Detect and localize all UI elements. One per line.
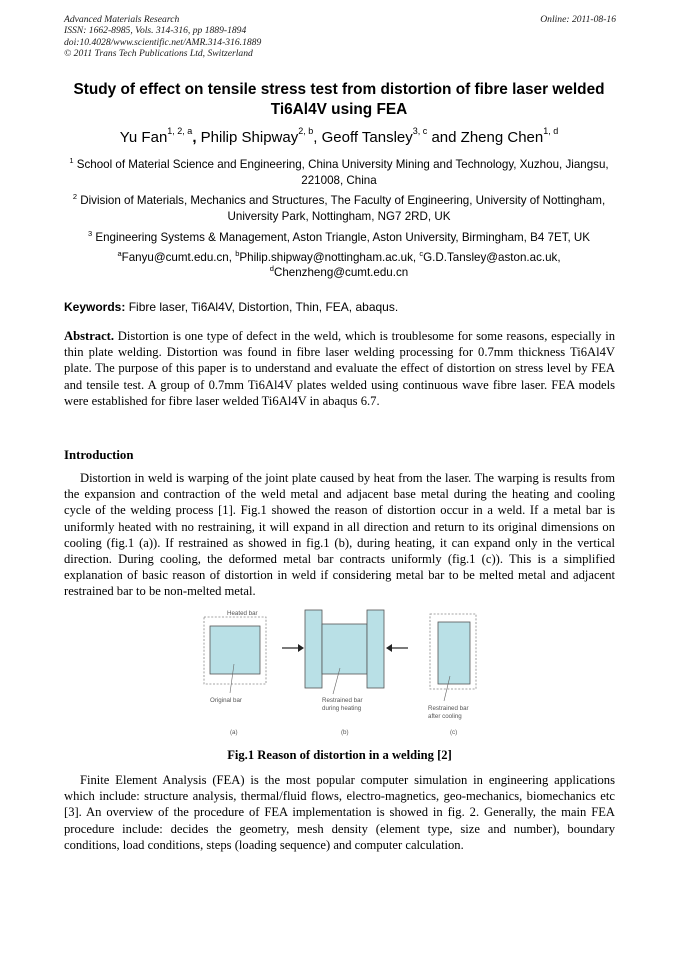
label-b: (b) [341, 729, 349, 736]
author-list: Yu Fan$^{1, 2, a}$, Philip Shipway$^{2, b}$, Geoff Tansley$^{3, c}$ and Zheng Chen$^{1, d}$ [119, 126, 559, 146]
author-name: Yu Fan [119, 129, 168, 146]
author-name: Zheng Chen [460, 129, 544, 146]
label-original-bar: Original bar [210, 697, 242, 704]
abstract-text: Distortion is one type of defect in the weld, which is troublesome for some reasons, especially in thin plate welding. Distortion was found in fibre laser welding processing for 0.7mm thickness Ti6Al4V plate. The purpose of this paper is to understand and evaluate the effect of distortion on stress level by FEA and tensile test. A group of 0.7mm Ti6Al4V plates welded using continuous wave fibre laser. FEA models were established for fibre laser welded Ti6Al4V in abaqus 6.7. [64, 329, 615, 408]
online-date: Online: 2011-08-16 [540, 14, 616, 25]
figure-caption: Fig.1 Reason of distortion in a welding [2] [227, 748, 452, 762]
affiliation-sup: 1 [69, 156, 74, 166]
label-restrained-cooling-2: after cooling [428, 713, 462, 720]
abstract-label: Abstract. [64, 329, 115, 343]
left-arrow-head [298, 644, 304, 652]
email-sup: c [419, 249, 424, 259]
author-name: Philip Shipway [200, 129, 299, 146]
keywords [64, 299, 620, 315]
right-arrow-head [386, 644, 392, 652]
original-bar [210, 626, 260, 674]
keywords-text: Fibre laser, Ti6Al4V, Distortion, Thin, FEA, abaqus. [128, 300, 399, 314]
author-sup: 2, b [298, 126, 314, 136]
affiliation-2 [60, 193, 618, 225]
label-c: (c) [450, 729, 458, 736]
email-sup: a [117, 249, 122, 259]
author-sup: 1, d [543, 126, 559, 136]
email-link[interactable]: G.D.Tansley@aston.ac.uk, [423, 251, 561, 264]
affiliation-text: Engineering Systems & Management, Aston Triangle, Aston University, Birmingham, B4 7ET, UK [95, 231, 591, 244]
label-restrained-cooling-1: Restrained bar [428, 705, 469, 712]
journal-header [64, 14, 261, 60]
affiliation-sup: 3 [87, 229, 93, 239]
abstract [64, 328, 615, 409]
label-restrained-heating-2: during heating [322, 705, 362, 712]
author-and: and [431, 129, 457, 146]
author-name: Geoff Tansley [321, 129, 413, 146]
doi-line: doi:10.4028/www.scientific.net/AMR.314-316.1889 [64, 36, 262, 48]
left-restraint-bar [305, 610, 322, 688]
intro-paragraph-1: Distortion in weld is warping of the joint plate caused by heat from the laser. The warping is results from the expansion and contraction of the weld metal and adjacent base metal during the heating and cooling cycle of the welding process [1]. Fig.1 showed the reason of distortion occur in a weld. If a metal bar is uniformly heated with no restraining, it will expand in all direction and return to its original dimensions on cooling (fig.1 (a)). If restrained as showed in fig.1 (b), during heating, it can expand only in the vertical direction. During cooling, the deformed metal bar contracts uniformly (fig.1 (c)). This is a simplified explanation of basic reason of distortion in weld if considering metal bar to be melted metal and adjacent restrained bar to be non-melted metal. [64, 471, 615, 599]
paper-title: Study of effect on tensile stress test from distortion of fibre laser welded Ti6Al4V using FEA [73, 81, 605, 118]
email-link[interactable]: Fanyu@cumt.edu.cn, [121, 251, 232, 264]
author-sup: 3, c [412, 126, 428, 136]
label-restrained-heating-1: Restrained bar [322, 697, 363, 704]
affiliation-3 [60, 230, 618, 246]
intro-paragraph-2: Finite Element Analysis (FEA) is the most popular computer simulation in engineering applications which include: structure analysis, thermal/fluid flows, electro-magnetics, geo-mechanics, biomechanics etc [3]. An overview of the procedure of FEA implementation is showed in fig. 2. Generally, the main FEA procedure include: decides the geometry, mesh density (element type, size and number), boundary conditions, load conditions, steps (loading sequence) and computer calculation. [64, 773, 615, 852]
journal-name: Advanced Materials Research [64, 14, 180, 25]
expanded-bar [322, 624, 367, 674]
email-link[interactable]: Philip.shipway@nottingham.ac.uk, [239, 251, 417, 264]
author-emails [60, 250, 618, 280]
affiliation-sup: 2 [72, 192, 77, 202]
email-link[interactable]: Chenzheng@cumt.edu.cn [273, 266, 409, 279]
label-a: (a) [230, 729, 238, 736]
author-sup: 1, 2, a [167, 126, 193, 136]
email-sup: b [235, 249, 240, 259]
issn-line: ISSN: 1662-8985, Vols. 314-316, pp 1889-1894 [64, 25, 247, 37]
affiliation-1 [60, 157, 618, 189]
right-restraint-bar [367, 610, 384, 688]
email-sup: d [269, 264, 274, 274]
copyright-line: © 2011 Trans Tech Publications Ltd, Switzerland [64, 48, 253, 60]
section-heading-introduction: Introduction [64, 448, 134, 462]
cooled-bar [438, 622, 470, 684]
affiliation-text: School of Material Science and Engineering, China University Mining and Technology, Xuzhou, Jiangsu, 221008, China [76, 158, 609, 187]
label-heated-bar: Heated bar [227, 610, 258, 617]
keywords-label: Keywords: [64, 300, 126, 314]
affiliation-text: Division of Materials, Mechanics and Structures, The Faculty of Engineering, University of Nottingham, University Park, Nottingham, NG7 2RD, UK [80, 194, 606, 223]
figure-1 [190, 606, 490, 741]
